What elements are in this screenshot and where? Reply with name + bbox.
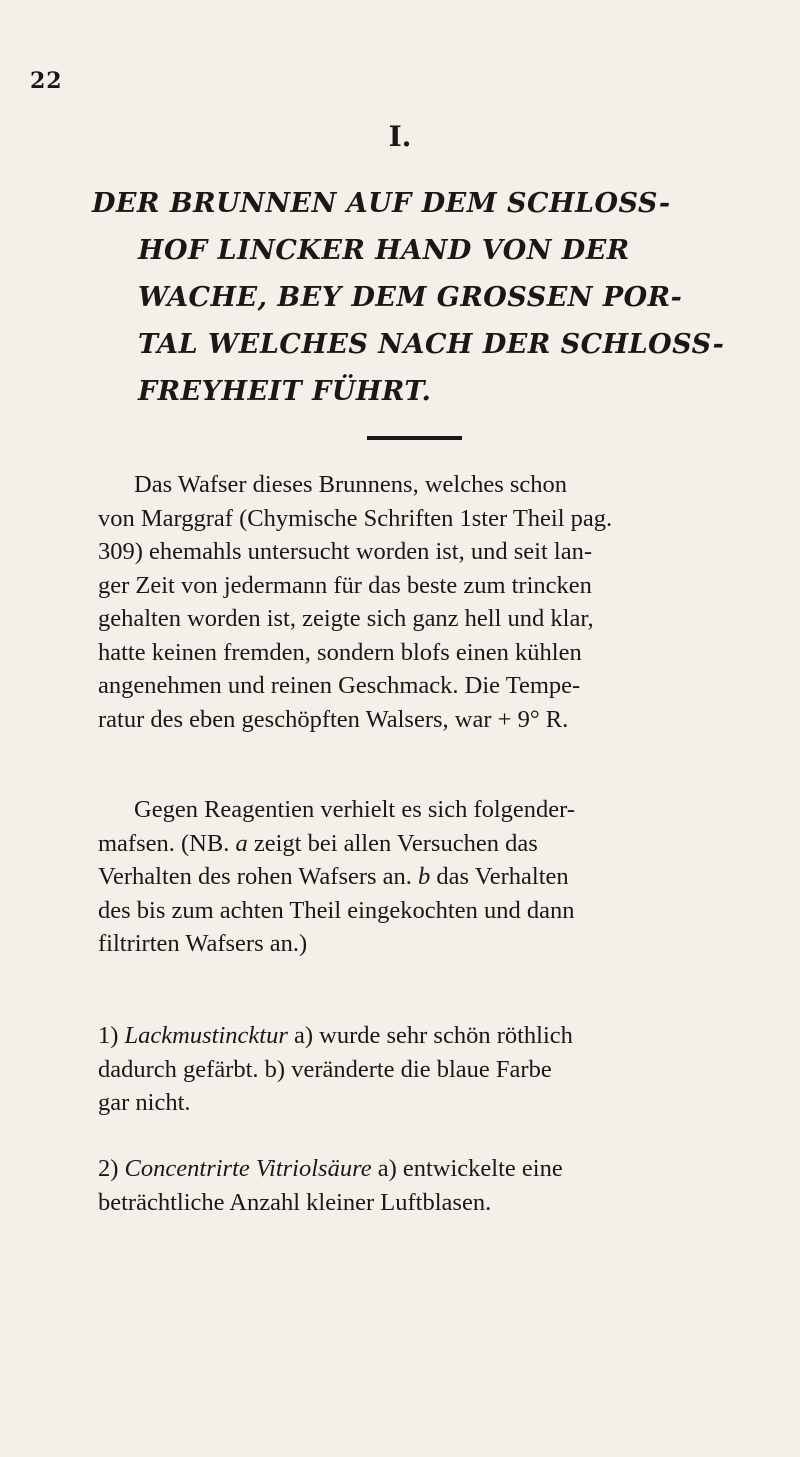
reagent-name: Concentrirte Vitriolsäure (124, 1155, 372, 1182)
italic-letter-b: b (418, 863, 431, 890)
text-line: 309) ehemahls untersucht worden ist, und seit lan- (98, 538, 592, 565)
paragraph-water-description (98, 468, 770, 736)
text-line: gehalten worden ist, zeigte sich ganz hell und klar, (98, 605, 594, 632)
text-segment: a) wurde sehr schön röthlich (293, 1022, 573, 1049)
paragraph-test-2 (98, 1152, 770, 1219)
heading-line-5: FREYHEIT FÜHRT. (138, 376, 432, 407)
text-line: des bis zum achten Theil eingekochten und dann (98, 896, 575, 924)
heading-line-2: HOF LINCKER HAND VON DER (138, 235, 630, 266)
text-line: angenehmen und reinen Geschmack. Die Tempe- (98, 672, 581, 699)
reagent-name: Lackmustincktur (124, 1022, 288, 1049)
chapter-heading (92, 180, 772, 415)
text-line (98, 827, 770, 861)
item-number: 1) (98, 1022, 119, 1049)
heading-line-3: WACHE, BEY DEM GROSSEN POR- (138, 282, 683, 313)
text-line (98, 1019, 770, 1053)
text-segment: das Verhalten (436, 863, 569, 890)
page-number: 22 (30, 68, 63, 94)
item-number: 2) (98, 1155, 119, 1182)
heading-divider-rule (367, 436, 462, 440)
section-number: I. (388, 120, 412, 153)
heading-line-1: DER BRUNNEN AUF DEM SCHLOSS- (92, 188, 671, 219)
text-line (98, 860, 770, 894)
text-line: dadurch gefärbt. b) veränderte die blaue Farbe (98, 1055, 552, 1083)
text-segment: a) entwickelte eine (377, 1155, 563, 1182)
text-line: Das Wafser dieses Brunnens, welches schon (134, 471, 568, 498)
text-line: gar nicht. (98, 1089, 191, 1116)
text-segment: zeigt bei allen Versuchen das (253, 829, 538, 857)
text-line: ratur des eben geschöpften Walsers, war + 9° R. (98, 705, 569, 733)
text-segment: Verhalten des rohen Wafsers an. (98, 863, 412, 890)
text-line: von Marggraf (Chymische Schriften 1ster Theil pag. (98, 504, 613, 532)
text-line: beträchtliche Anzahl kleiner Luftblasen. (98, 1188, 492, 1216)
text-segment: mafsen. (NB. (98, 829, 230, 857)
paragraph-test-1 (98, 1019, 770, 1120)
text-line: ger Zeit von jedermann für das beste zum trincken (98, 571, 592, 599)
text-line: filtrirten Wafsers an.) (98, 930, 308, 957)
text-line (98, 1152, 770, 1186)
paragraph-reagents-intro (98, 793, 770, 961)
italic-letter-a: a (235, 829, 248, 857)
text-line: hatte keinen fremden, sondern blofs einen kühlen (98, 638, 582, 666)
heading-line-4: TAL WELCHES NACH DER SCHLOSS- (138, 329, 725, 360)
text-line: Gegen Reagentien verhielt es sich folgender- (134, 796, 576, 823)
